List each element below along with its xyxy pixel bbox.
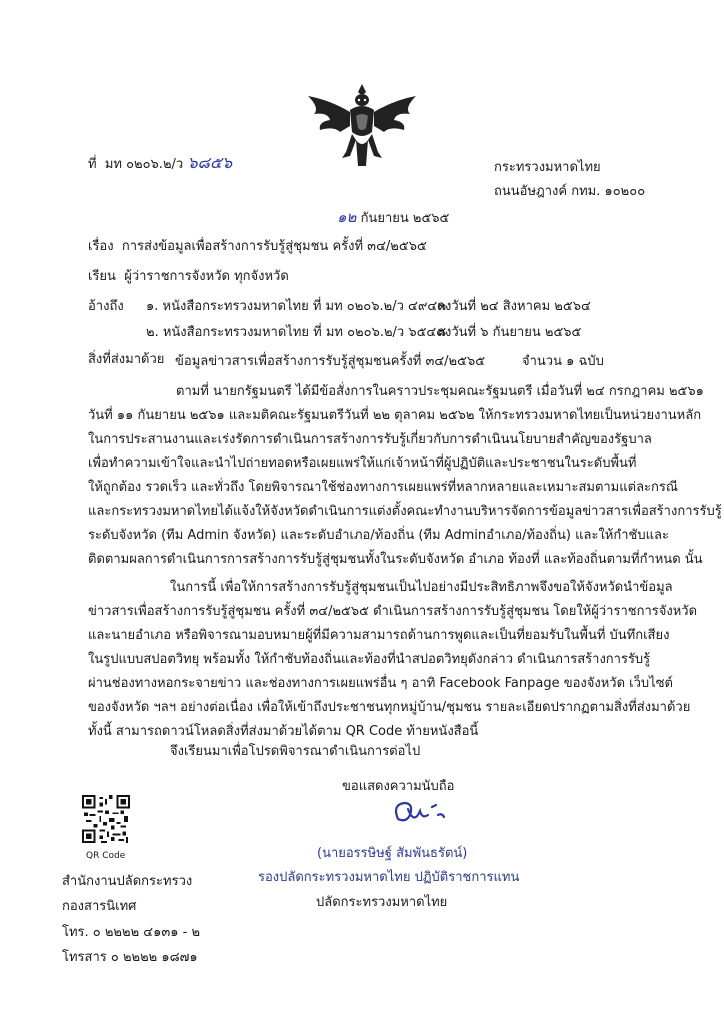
enclosure-text: ข้อมูลข่าวสารเพื่อสร้างการรับรู้สู่ชุมชนครั้งที่ ๓๔/๒๕๖๕ (175, 354, 486, 369)
salutation: ขอแสดงความนับถือ (342, 779, 455, 794)
date-month-year: กันยายน ๒๕๖๕ (360, 211, 450, 226)
paragraph-line: ข่าวสารเพื่อสร้างการรับรู้สู่ชุมชน ครั้งที่ ๓๔/๒๕๖๕ ดำเนินการสร้างการรับรู้สู่ชุมชน โดยให้ผู้ว่าราชการจังหวัด (88, 604, 698, 619)
ministry-address: ถนนอัษฎางค์ กทม. ๑๐๒๐๐ (494, 184, 646, 199)
reference-line (88, 151, 232, 176)
references-label: อ้างถึง (88, 299, 124, 314)
paragraph-line: ระดับจังหวัด (ทีม Admin จังหวัด) และระดับอำเภอ/ท้องถิ่น (ทีม Adminอำเภอ/ท้องถิ่น) และให้กำชับและ (88, 528, 669, 543)
subject-line (88, 235, 427, 256)
date-day-handwritten: ๑๒ (337, 208, 357, 226)
recipient-line (88, 265, 289, 286)
paragraph-line: เพื่อทำความเข้าใจและนำไปถ่ายทอดหรือเผยแพร่ให้แก่เจ้าหน้าที่ผู้ปฏิบัติและประชาชนในระดับพื้นที่ (88, 456, 637, 471)
reference-item: ๒. หนังสือกระทรวงมหาดไทย ที่ มท ๐๒๐๖.๒/ว ๖๕๔๘ (146, 325, 447, 340)
paragraph-line: ผ่านช่องทางหอกระจายข่าว และช่องทางการเผยแพร่อื่น ๆ อาทิ Facebook Fanpage ของจังหวัด เว็บไซต์ (88, 676, 673, 691)
paragraph-line: และกระทรวงมหาดไทยได้แจ้งให้จังหวัดดำเนินการแต่งตั้งคณะทำงานบริหารจัดการข้อมูลข่าวสารเพื่อสร้างการรับรู้ (88, 504, 722, 519)
garuda-emblem (300, 82, 424, 168)
ministry-name: กระทรวงมหาดไทย (494, 160, 601, 175)
recipient-text: ผู้ว่าราชการจังหวัด ทุกจังหวัด (124, 269, 289, 284)
body-paragraph-1 (88, 380, 722, 572)
paragraph-line: และนายอำเภอ หรือพิจารณามอบหมายผู้ที่มีความสามารถด้านการพูดและเป็นที่ยอมรับในพื้นที่ บันทึกเสียง (88, 628, 670, 643)
signatory-title: รองปลัดกระทรวงมหาดไทย ปฏิบัติราชการแทน (258, 870, 520, 885)
document-date (337, 205, 449, 229)
enclosure-label: สิ่งที่ส่งมาด้วย (88, 352, 165, 367)
recipient-label: เรียน (88, 269, 116, 284)
reference-item-date: ลงวันที่ ๖ กันยายน ๒๕๖๕ (437, 325, 582, 340)
reference-number: มท ๐๒๐๖.๒/ว (104, 157, 184, 172)
subject-text: การส่งข้อมูลเพื่อสร้างการรับรู้สู่ชุมชน ครั้งที่ ๓๔/๒๕๖๕ (121, 239, 427, 254)
paragraph-line: วันที่ ๑๑ กันยายน ๒๕๖๑ และมติคณะรัฐมนตรีวันที่ ๒๒ ตุลาคม ๒๕๖๒ ให้กระทรวงมหาดไทยเป็นหน่วยงานหลัก (88, 408, 702, 423)
subject-label: เรื่อง (88, 239, 114, 254)
reference-item-date: ลงวันที่ ๒๔ สิงหาคม ๒๕๖๔ (437, 299, 591, 314)
handwritten-signature (388, 795, 448, 833)
signatory-name: (นายอรรษิษฐ์ สัมพันธรัตน์) (317, 846, 468, 861)
enclosure-count: จำนวน ๑ ฉบับ (522, 354, 604, 369)
footer-fax: โทรสาร ๐ ๒๒๒๒ ๑๘๗๑ (62, 950, 198, 965)
paragraph-line: ทั้งนี้ สามารถดาวน์โหลดสิ่งที่ส่งมาด้วยได้ตาม QR Code ท้ายหนังสือนี้ (88, 724, 479, 739)
paragraph-line: ในการนี้ เพื่อให้การสร้างการรับรู้สู่ชุมชนเป็นไปอย่างมีประสิทธิภาพจึงขอให้จังหวัดนำข้อมูล (170, 580, 673, 595)
reference-item: ๑. หนังสือกระทรวงมหาดไทย ที่ มท ๐๒๐๖.๒/ว ๔๙๔๓ (146, 299, 447, 314)
footer-phone: โทร. ๐ ๒๒๒๒ ๔๑๓๑ - ๒ (62, 925, 201, 940)
qr-code-label: QR Code (86, 851, 126, 861)
paragraph-line: ในรูปแบบสปอตวิทยุ พร้อมทั้ง ให้กำชับท้องถิ่นและท้องที่นำสปอตวิทยุดังกล่าว ดำเนินการสร้างการรับรู้ (88, 652, 651, 667)
reference-label: ที่ (88, 157, 97, 172)
paragraph-line: ติดตามผลการดำเนินการการสร้างการรับรู้สู่ชุมชนทั้งในระดับจังหวัด อำเภอ ท้องที่ และท้องถิ่นตามที่กำหนด นั้น (88, 552, 703, 567)
qr-code-icon (82, 795, 130, 843)
paragraph-line: ให้ถูกต้อง รวดเร็ว และทั่วถึง โดยพิจารณาใช้ช่องทางการเผยแพร่ที่หลากหลายและเหมาะสมตามแต่ละกรณี (88, 480, 678, 495)
footer-division: กองสารนิเทศ (62, 899, 137, 914)
paragraph-line: ในการประสานงานและเร่งรัดการดำเนินการสร้างการรับรู้เกี่ยวกับการดำเนินนโยบายสำคัญของรัฐบาล (88, 432, 652, 447)
closing-request: จึงเรียนมาเพื่อโปรดพิจารณาดำเนินการต่อไป (170, 744, 421, 759)
body-paragraph-2 (88, 576, 698, 744)
paragraph-line: ของจังหวัด ฯลฯ อย่างต่อเนื่อง เพื่อให้เข้าถึงประชาชนทุกหมู่บ้าน/ชุมชน รายละเอียดปรากฏตามสิ่งที่ส่งมาด้วย (88, 700, 691, 715)
reference-handwritten: ๖๘๕๖ (187, 153, 233, 172)
footer-office: สำนักงานปลัดกระทรวง (62, 874, 193, 889)
paragraph-line: ตามที่ นายกรัฐมนตรี ได้มีข้อสั่งการในคราวประชุมคณะรัฐมนตรี เมื่อวันที่ ๒๔ กรกฎาคม ๒๕๖๑ (176, 384, 704, 399)
signatory-title-2: ปลัดกระทรวงมหาดไทย (316, 895, 448, 910)
